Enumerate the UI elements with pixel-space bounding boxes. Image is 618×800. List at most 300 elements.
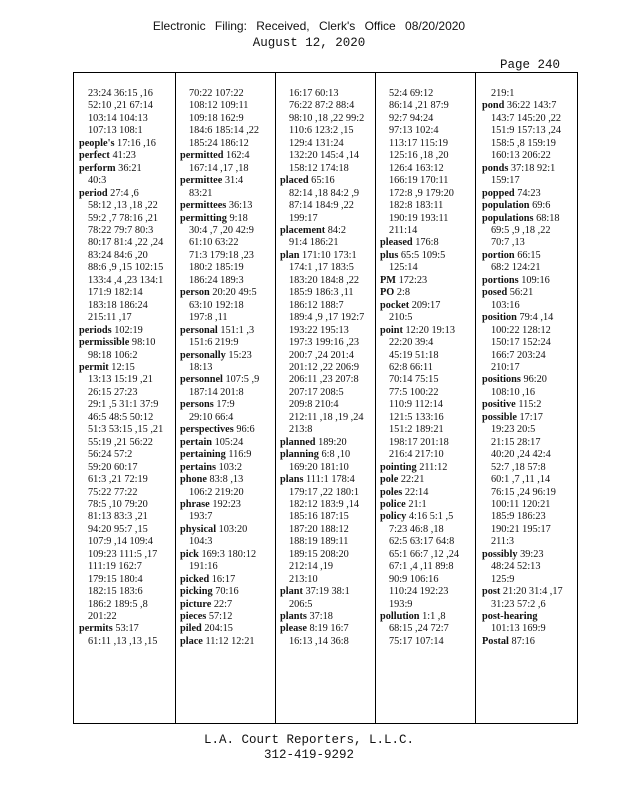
index-entry bbox=[380, 325, 478, 337]
index-entry bbox=[180, 462, 278, 474]
page-references-continued: 67:1 ,4 ,11 89:8 bbox=[389, 561, 454, 573]
page-references-continued: 143:7 145:20 ,22 bbox=[491, 112, 562, 124]
page-references-continued: 187:14 201:8 bbox=[189, 386, 244, 398]
page-references-continued: 110:24 192:23 bbox=[389, 586, 449, 598]
index-entry bbox=[180, 213, 278, 225]
page-references-continued: 188:19 189:11 bbox=[289, 536, 349, 548]
page-references: 37:19 38:1 bbox=[302, 586, 350, 598]
index-term: policy bbox=[380, 511, 407, 523]
index-entry bbox=[482, 275, 580, 287]
page-number: Page 240 bbox=[500, 58, 561, 72]
page-references-continued: 19:23 20:5 bbox=[491, 424, 536, 436]
page-references: 53:17 bbox=[112, 623, 139, 635]
page-references-continued: 68:2 124:21 bbox=[491, 262, 541, 274]
page-references-continued: 16:13 ,14 36:8 bbox=[289, 635, 349, 647]
index-term: population bbox=[482, 200, 530, 212]
index-entry bbox=[280, 225, 378, 237]
page-references-continued: 108:10 ,16 bbox=[491, 386, 536, 398]
page-references: 169:3 180:12 bbox=[198, 548, 257, 560]
index-term: pollution bbox=[380, 611, 420, 623]
index-entry bbox=[280, 623, 378, 635]
index-term: poles bbox=[380, 486, 403, 498]
page-references-continued: 13:13 15:19 ,21 bbox=[88, 374, 153, 386]
index-entry bbox=[79, 362, 177, 374]
page-references-continued: 210:17 bbox=[491, 361, 520, 373]
page-references: 16:17 bbox=[209, 573, 236, 585]
index-entry bbox=[380, 611, 478, 623]
page-references: 83:8 ,13 bbox=[206, 474, 244, 486]
page-references-continued: 92:7 94:24 bbox=[389, 112, 434, 124]
page-references-continued: 7:23 46:8 ,18 bbox=[389, 523, 444, 535]
index-entry bbox=[180, 636, 278, 648]
page-references-continued: 182:15 183:6 bbox=[88, 586, 143, 598]
index-entry bbox=[280, 474, 378, 486]
page-references-continued: 77:5 100:22 bbox=[389, 386, 439, 398]
page-references-continued: 90:9 106:16 bbox=[389, 573, 439, 585]
index-term: permits bbox=[79, 623, 113, 635]
index-term: permitted bbox=[180, 150, 224, 162]
index-term: position bbox=[482, 312, 517, 324]
page-references: 204:15 bbox=[201, 623, 233, 635]
page-references-continued: 97:13 102:4 bbox=[389, 125, 439, 137]
page-references-continued: 191:16 bbox=[189, 561, 218, 573]
page-references-continued: 45:19 51:18 bbox=[389, 349, 439, 361]
reporter-name: L.A. Court Reporters, L.L.C. bbox=[203, 733, 415, 747]
page-references-continued: 125:14 bbox=[389, 262, 418, 274]
page-references-continued: 40:3 bbox=[88, 175, 107, 187]
index-term: personal bbox=[180, 324, 218, 336]
page-references-continued: 133:4 ,4 ,23 134:1 bbox=[88, 274, 164, 286]
page-references: 1:1 ,8 bbox=[419, 611, 446, 623]
page-references-continued: 98:18 106:2 bbox=[88, 349, 138, 361]
index-term: Postal bbox=[482, 635, 509, 647]
page-references: 22:14 bbox=[402, 486, 429, 498]
index-column-3 bbox=[280, 88, 378, 648]
page-references-continued: 169:20 181:10 bbox=[289, 461, 349, 473]
page-references-continued: 186:24 189:3 bbox=[189, 274, 244, 286]
index-entry bbox=[380, 499, 478, 511]
page-references-continued: 186:12 188:7 bbox=[289, 299, 344, 311]
index-entry bbox=[482, 188, 580, 200]
page-references-continued: 190:21 195:17 bbox=[491, 523, 551, 535]
page-references-continued: 125:16 ,18 ,20 bbox=[389, 150, 449, 162]
page-references: 66:15 bbox=[514, 249, 541, 261]
page-references-continued: 31:23 57:2 ,6 bbox=[491, 598, 546, 610]
index-entry bbox=[79, 623, 177, 635]
index-term: positive bbox=[482, 399, 516, 411]
page-references-continued: 125:9 bbox=[491, 573, 515, 585]
index-term: place bbox=[180, 635, 203, 647]
page-references-continued: 30:4 ,7 ,20 42:9 bbox=[189, 224, 254, 236]
page-references: 17:17 bbox=[516, 411, 543, 423]
page-references-continued: 206:11 ,23 207:8 bbox=[289, 374, 359, 386]
page-references-continued: 103:14 104:13 bbox=[88, 112, 148, 124]
page-references-continued: 182:8 183:11 bbox=[389, 200, 444, 212]
reporter-phone: 312-419-9292 bbox=[263, 748, 354, 762]
index-term: planning bbox=[280, 449, 319, 461]
index-term: permittee bbox=[180, 175, 223, 187]
page-references: 87:16 bbox=[508, 635, 535, 647]
page-references: 172:23 bbox=[396, 274, 428, 286]
page-references-continued: 29:1 ,5 31:1 37:9 bbox=[88, 399, 159, 411]
page-references-continued: 22:20 39:4 bbox=[389, 337, 434, 349]
page-references-continued: 126:4 163:12 bbox=[389, 162, 444, 174]
page-references-continued: 78:22 79:7 80:3 bbox=[88, 224, 154, 236]
page-references-continued: 56:24 57:2 bbox=[88, 449, 133, 461]
index-term: portions bbox=[482, 274, 519, 286]
page-references-continued: 171:9 182:14 bbox=[88, 287, 143, 299]
index-term: personnel bbox=[180, 374, 223, 386]
filing-header: Electronic Filing: Received, Clerk's Office 08/20/2020 bbox=[152, 19, 466, 33]
index-entry bbox=[79, 337, 177, 349]
page-references-continued: 70:14 75:15 bbox=[389, 374, 439, 386]
page-references: 192:23 bbox=[209, 498, 241, 510]
page-references-continued: 185:16 187:15 bbox=[289, 511, 349, 523]
index-column-5 bbox=[482, 88, 580, 648]
page-references-continued: 185:9 186:23 bbox=[491, 511, 546, 523]
page-references-continued: 58:12 ,13 ,18 ,22 bbox=[88, 200, 158, 212]
page-references-continued: 107:9 ,14 109:4 bbox=[88, 536, 153, 548]
page-references: 84:2 bbox=[325, 224, 347, 236]
page-references-continued: 29:10 66:4 bbox=[189, 411, 234, 423]
page-references: 2:8 bbox=[394, 287, 411, 299]
page-references: 6:8 ,10 bbox=[318, 449, 351, 461]
page-references-continued: 78:5 ,10 79:20 bbox=[88, 498, 148, 510]
page-references-continued: 160:13 206:22 bbox=[491, 150, 551, 162]
page-references-continued: 189:4 ,9 ,17 192:7 bbox=[289, 312, 365, 324]
page-references-continued: 75:22 77:22 bbox=[88, 486, 138, 498]
page-references-continued: 189:15 208:20 bbox=[289, 548, 349, 560]
page-references-continued: 213:10 bbox=[289, 573, 318, 585]
page-references-continued: 26:15 27:23 bbox=[88, 386, 138, 398]
index-entry bbox=[180, 325, 278, 337]
index-term: picking bbox=[180, 586, 213, 598]
page-references-continued: 108:12 109:11 bbox=[189, 100, 249, 112]
index-term: plus bbox=[380, 249, 399, 261]
page-references-continued: 109:23 111:5 ,17 bbox=[88, 548, 158, 560]
page-references-continued: 179:17 ,22 180:1 bbox=[289, 486, 360, 498]
page-references: 20:20 49:5 bbox=[209, 287, 257, 299]
index-term: permissible bbox=[79, 337, 130, 349]
page-references-continued: 121:5 133:16 bbox=[389, 411, 444, 423]
index-entry bbox=[180, 150, 278, 162]
page-references-continued: 70:22 107:22 bbox=[189, 88, 244, 99]
index-term: plan bbox=[280, 249, 300, 261]
index-entry bbox=[280, 611, 378, 623]
index-entry bbox=[180, 599, 278, 611]
page-references-continued: 75:17 107:14 bbox=[389, 635, 444, 647]
page-references-continued: 55:19 ,21 56:22 bbox=[88, 436, 153, 448]
index-term: phrase bbox=[180, 498, 210, 510]
index-entry bbox=[79, 188, 177, 200]
page-references-continued: 200:7 ,24 201:4 bbox=[289, 349, 354, 361]
index-term: planned bbox=[280, 436, 316, 448]
index-entry bbox=[280, 175, 378, 187]
page-references-continued: 62:5 63:17 64:8 bbox=[389, 536, 455, 548]
page-references-continued: 98:10 ,18 ,22 99:2 bbox=[289, 112, 365, 124]
page-references-continued: 110:6 123:2 ,15 bbox=[289, 125, 354, 137]
page-references-continued: 109:18 162:9 bbox=[189, 112, 244, 124]
index-entry bbox=[280, 449, 378, 461]
index-entry bbox=[482, 250, 580, 262]
index-term: perfect bbox=[79, 150, 110, 162]
index-term: pleased bbox=[380, 237, 413, 249]
page-references-continued: 198:17 201:18 bbox=[389, 436, 449, 448]
index-term: physical bbox=[180, 523, 217, 535]
index-entry bbox=[280, 586, 378, 598]
page-references: 69:6 bbox=[529, 200, 551, 212]
page-references-continued: 52:10 ,21 67:14 bbox=[88, 100, 153, 112]
index-entry bbox=[180, 449, 278, 461]
index-term: posed bbox=[482, 287, 508, 299]
page-references-continued: 210:5 bbox=[389, 312, 413, 324]
index-entry bbox=[380, 511, 478, 523]
index-entry bbox=[380, 250, 478, 262]
index-term: pertain bbox=[180, 436, 213, 448]
index-term: PO bbox=[380, 287, 395, 299]
index-term: possible bbox=[482, 411, 517, 423]
page-references: 115:2 bbox=[515, 399, 542, 411]
page-references-continued: 16:17 60:13 bbox=[289, 88, 339, 99]
page-references-continued: 61:3 ,21 72:19 bbox=[88, 474, 148, 486]
page-references: 116:9 bbox=[225, 449, 252, 461]
page-references-continued: 219:1 bbox=[491, 88, 515, 99]
page-references-continued: 61:11 ,13 ,13 ,15 bbox=[88, 635, 158, 647]
date-header: August 12, 2020 bbox=[252, 36, 366, 50]
page-references-continued: 182:12 183:9 ,14 bbox=[289, 498, 360, 510]
page-references: 176:8 bbox=[412, 237, 439, 249]
page-references-continued: 193:22 195:13 bbox=[289, 324, 349, 336]
index-term: pieces bbox=[180, 611, 207, 623]
index-entry bbox=[482, 549, 580, 561]
page-references: 21:1 bbox=[405, 498, 427, 510]
index-entry bbox=[482, 287, 580, 299]
page-references: 209:17 bbox=[409, 299, 441, 311]
page-references: 103:2 bbox=[216, 461, 243, 473]
page-references-continued: 59:2 ,7 78:16 ,21 bbox=[88, 212, 159, 224]
index-entry bbox=[380, 237, 478, 249]
index-column-2 bbox=[180, 88, 278, 648]
index-term: permittees bbox=[180, 200, 227, 212]
index-entry bbox=[180, 200, 278, 212]
index-term: placed bbox=[280, 175, 309, 187]
index-term: please bbox=[280, 623, 307, 635]
page-references-continued: 212:11 ,18 ,19 ,24 bbox=[289, 411, 364, 423]
page-references-continued: 70:7 ,13 bbox=[491, 237, 525, 249]
index-entry bbox=[482, 100, 580, 112]
index-entry bbox=[482, 312, 580, 324]
page-references: 102:19 bbox=[111, 324, 143, 336]
page-references: 107:5 ,9 bbox=[222, 374, 260, 386]
index-term: ponds bbox=[482, 162, 509, 174]
page-references-continued: 199:17 bbox=[289, 212, 318, 224]
index-entry bbox=[180, 399, 278, 411]
index-term: picture bbox=[180, 598, 212, 610]
page-references-continued: 51:3 53:15 ,15 ,21 bbox=[88, 424, 164, 436]
page-references: 109:16 bbox=[518, 274, 550, 286]
page-references: 36:21 bbox=[115, 162, 142, 174]
index-entry bbox=[180, 437, 278, 449]
page-references-continued: 80:17 81:4 ,22 ,24 bbox=[88, 237, 164, 249]
index-term: permitting bbox=[180, 212, 227, 224]
page-references: 37:18 92:1 bbox=[508, 162, 556, 174]
index-entry bbox=[482, 163, 580, 175]
page-references: 31:4 bbox=[222, 175, 244, 187]
page-references-continued: 106:2 219:20 bbox=[189, 486, 244, 498]
page-references-continued: 209:8 210:4 bbox=[289, 399, 339, 411]
page-references-continued: 61:10 63:22 bbox=[189, 237, 239, 249]
index-entry bbox=[79, 150, 177, 162]
page-references-continued: 193:9 bbox=[389, 598, 413, 610]
page-references-continued: 186:2 189:5 ,8 bbox=[88, 598, 148, 610]
page-references-continued: 63:10 192:18 bbox=[189, 299, 244, 311]
index-column-1 bbox=[79, 88, 177, 648]
index-term: pond bbox=[482, 100, 505, 112]
page-references: 57:12 bbox=[206, 611, 233, 623]
index-entry bbox=[180, 549, 278, 561]
page-references: 37:18 bbox=[306, 611, 333, 623]
index-entry bbox=[482, 374, 580, 386]
index-entry bbox=[180, 623, 278, 635]
page-references: 17:9 bbox=[213, 399, 235, 411]
index-term: pertaining bbox=[180, 449, 226, 461]
index-entry bbox=[380, 487, 478, 499]
page-references-continued: 193:7 bbox=[189, 511, 213, 523]
page-references-continued: 187:20 188:12 bbox=[289, 523, 349, 535]
index-entry bbox=[482, 213, 580, 225]
page-references-continued: 167:14 ,17 ,18 bbox=[189, 162, 249, 174]
index-entry bbox=[79, 325, 177, 337]
page-references-continued: 100:22 128:12 bbox=[491, 324, 551, 336]
index-entry bbox=[280, 250, 378, 262]
page-references-continued: 101:13 169:9 bbox=[491, 623, 546, 635]
index-term: picked bbox=[180, 573, 210, 585]
page-references-continued: 159:17 bbox=[491, 175, 520, 187]
index-entry bbox=[79, 163, 177, 175]
index-entry bbox=[380, 275, 478, 287]
page-references-continued: 190:19 193:11 bbox=[389, 212, 449, 224]
page-references-continued: 52:7 ,18 57:8 bbox=[491, 461, 546, 473]
page-references: 189:20 bbox=[315, 436, 347, 448]
page-references-continued: 216:4 217:10 bbox=[389, 449, 444, 461]
page-references-continued: 185:24 186:12 bbox=[189, 137, 249, 149]
index-term: perspectives bbox=[180, 424, 234, 436]
page-references-continued: 60:1 ,7 ,11 ,14 bbox=[491, 474, 551, 486]
index-term: permit bbox=[79, 361, 109, 373]
page-references-continued: 107:13 108:1 bbox=[88, 125, 143, 137]
page-references-continued: 211:14 bbox=[389, 224, 418, 236]
page-references: 70:16 bbox=[212, 586, 239, 598]
page-references: 12:20 19:13 bbox=[402, 324, 455, 336]
page-references: 105:24 bbox=[212, 436, 244, 448]
page-references-continued: 183:18 186:24 bbox=[88, 299, 148, 311]
page-references: 96:20 bbox=[520, 374, 547, 386]
page-references-continued: 158:12 174:18 bbox=[289, 162, 349, 174]
index-term: pole bbox=[380, 474, 399, 486]
page-references-continued: 215:11 ,17 bbox=[88, 312, 132, 324]
page-references: 96:6 bbox=[233, 424, 255, 436]
page-references-continued: 151:9 157:13 ,24 bbox=[491, 125, 562, 137]
page-references-continued: 132:20 145:4 ,14 bbox=[289, 150, 360, 162]
index-entry bbox=[180, 474, 278, 486]
page-references: 36:13 bbox=[226, 200, 253, 212]
index-term: periods bbox=[79, 324, 112, 336]
page-references-continued: 48:24 52:13 bbox=[491, 561, 541, 573]
page-references-continued: 82:14 ,18 84:2 ,9 bbox=[289, 187, 360, 199]
page-references-continued: 197:8 ,11 bbox=[189, 312, 228, 324]
page-references-continued: 52:4 69:12 bbox=[389, 88, 434, 99]
page-references-continued: 166:19 170:11 bbox=[389, 175, 449, 187]
page-references-continued: 183:20 184:8 ,22 bbox=[289, 274, 360, 286]
page-references-continued: 59:20 60:17 bbox=[88, 461, 138, 473]
page-references: 41:23 bbox=[109, 150, 136, 162]
index-entry bbox=[482, 399, 580, 411]
page-references-continued: 46:5 48:5 50:12 bbox=[88, 411, 154, 423]
page-references-continued: 201:12 ,22 206:9 bbox=[289, 361, 360, 373]
index-term: possibly bbox=[482, 548, 518, 560]
index-entry bbox=[482, 636, 580, 648]
page-references: 103:20 bbox=[216, 523, 248, 535]
page-references: 171:10 173:1 bbox=[299, 249, 357, 261]
index-term: piled bbox=[180, 623, 202, 635]
index-term: post-hearing bbox=[482, 611, 538, 623]
page-references-continued: 174:1 ,17 183:5 bbox=[289, 262, 354, 274]
index-entry bbox=[180, 574, 278, 586]
page-references-continued: 201:22 bbox=[88, 611, 117, 623]
page-references: 17:16 ,16 bbox=[114, 137, 156, 149]
page-references: 27:4 ,6 bbox=[107, 187, 139, 199]
page-references: 12:15 bbox=[108, 361, 135, 373]
page-references-continued: 111:19 162:7 bbox=[88, 561, 142, 573]
page-references-continued: 76:22 87:2 88:4 bbox=[289, 100, 355, 112]
index-term: personally bbox=[180, 349, 226, 361]
index-entry bbox=[180, 287, 278, 299]
index-term: plans bbox=[280, 474, 304, 486]
page-references-continued: 185:9 186:3 ,11 bbox=[289, 287, 354, 299]
index-term: popped bbox=[482, 187, 515, 199]
page-references-continued: 129:4 131:24 bbox=[289, 137, 344, 149]
page-references: 98:10 bbox=[129, 337, 156, 349]
index-entry bbox=[79, 138, 177, 150]
index-term: plants bbox=[280, 611, 307, 623]
page-references-continued: 76:15 ,24 96:19 bbox=[491, 486, 556, 498]
index-term: portion bbox=[482, 249, 515, 261]
index-entry bbox=[380, 462, 478, 474]
page-references-continued: 180:2 185:19 bbox=[189, 262, 244, 274]
index-entry bbox=[180, 586, 278, 598]
page-references-continued: 83:24 84:6 ,20 bbox=[88, 249, 148, 261]
page-references-continued: 172:8 ,9 179:20 bbox=[389, 187, 454, 199]
index-entry bbox=[380, 474, 478, 486]
index-term: period bbox=[79, 187, 108, 199]
page-references-continued: 94:20 95:7 ,15 bbox=[88, 523, 148, 535]
index-entry bbox=[180, 175, 278, 187]
page-references: 111:1 178:4 bbox=[303, 474, 355, 486]
page-references: 11:12 12:21 bbox=[202, 635, 255, 647]
index-entry bbox=[482, 412, 580, 424]
page-references-continued: 179:15 180:4 bbox=[88, 573, 143, 585]
index-term: point bbox=[380, 324, 403, 336]
page-references-continued: 151:6 219:9 bbox=[189, 337, 239, 349]
index-term: post bbox=[482, 586, 501, 598]
page-references: 68:18 bbox=[533, 212, 560, 224]
index-term: PM bbox=[380, 274, 397, 286]
index-term: pertains bbox=[180, 461, 217, 473]
page-references-continued: 213:8 bbox=[289, 424, 313, 436]
index-column-4 bbox=[380, 88, 478, 648]
page-references-continued: 68:15 ,24 72:7 bbox=[389, 623, 449, 635]
page-references: 151:1 ,3 bbox=[217, 324, 255, 336]
